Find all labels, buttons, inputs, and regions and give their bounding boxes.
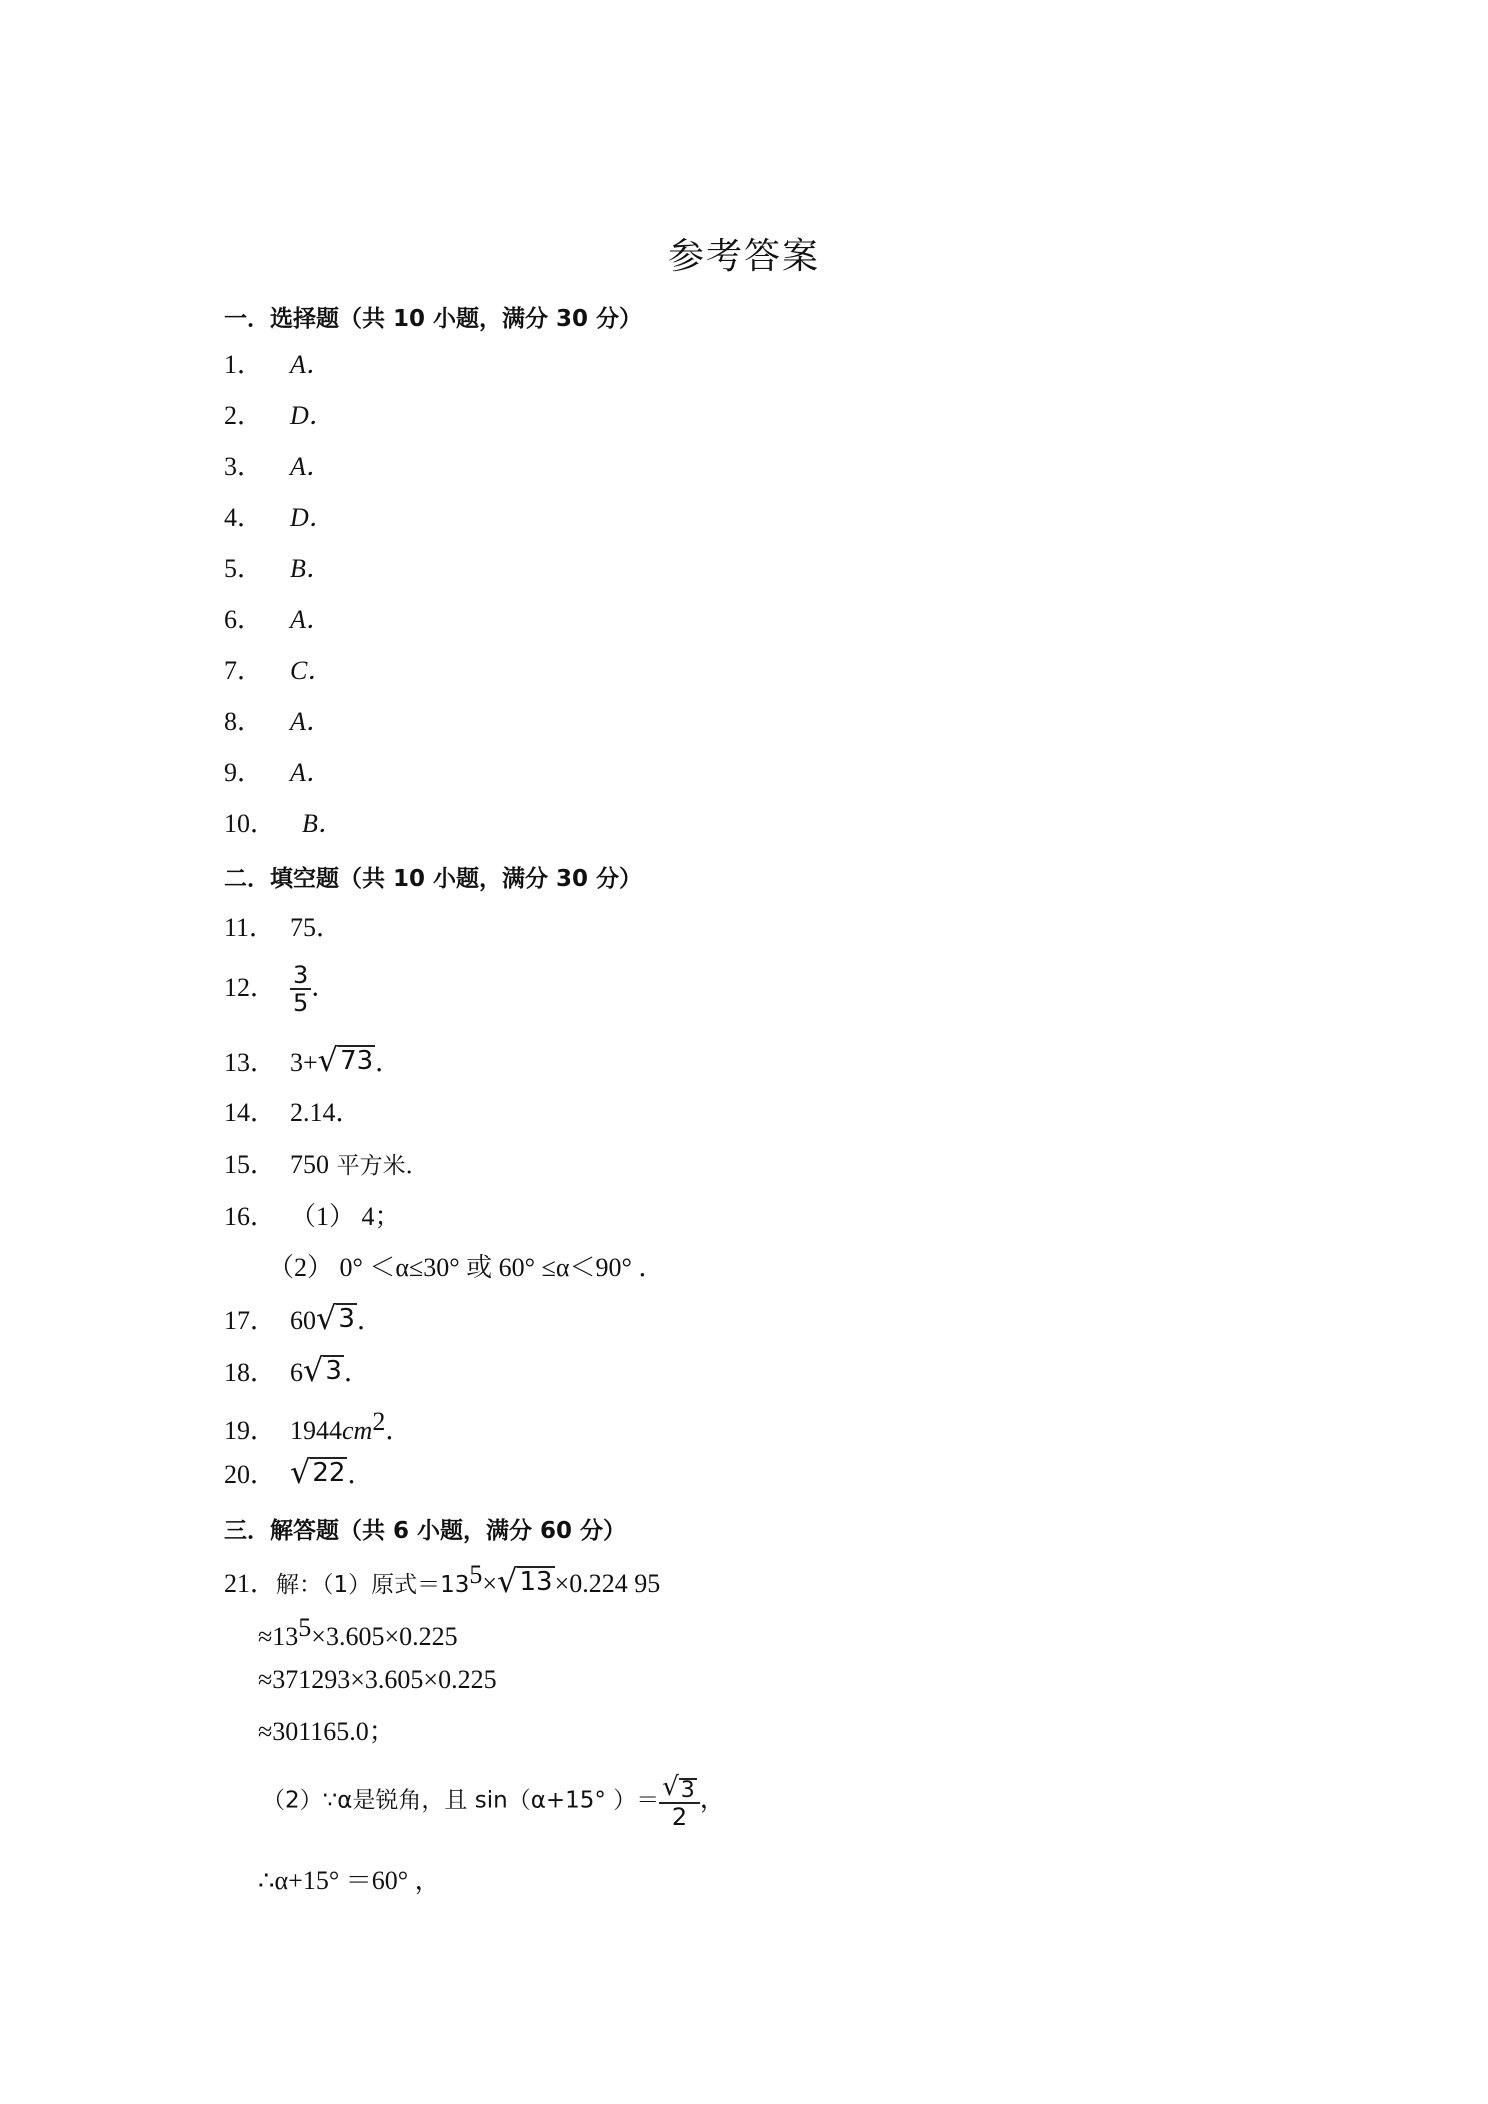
solution-21-line-5: [262, 1772, 726, 1830]
question-number: 2．: [224, 401, 264, 430]
solution-21-line-4: [258, 1717, 395, 1747]
fraction-denominator: 5: [293, 989, 309, 1017]
answer-value: 2.14．: [290, 1098, 362, 1127]
exponent: 5: [469, 1560, 483, 1589]
answer-unit: 平方米．: [336, 1153, 429, 1179]
solution-text: ≈371293×3.605×0.225: [258, 1665, 497, 1694]
answer-unit: cm: [342, 1416, 373, 1445]
choice-answer-row: [224, 656, 333, 686]
exponent: 5: [298, 1613, 312, 1642]
question-number: 8．: [224, 707, 264, 736]
question-number: 9．: [224, 758, 264, 787]
radical-sign-icon: √: [303, 1351, 324, 1389]
square-root: [290, 1453, 347, 1491]
solution-21-line-6: [258, 1866, 441, 1896]
fraction-numerator: [659, 1772, 700, 1804]
fraction: [659, 1772, 700, 1830]
fraction: [290, 962, 311, 1016]
answer-part-1: （1） 4；: [290, 1202, 401, 1231]
radical-sign-icon: √: [317, 1041, 339, 1079]
choice-letter: C．: [290, 656, 334, 685]
solution-text: （2）∵α是锐角，且 sin（α+15° ）＝: [262, 1787, 660, 1814]
answer-prefix: 3+: [290, 1048, 318, 1077]
question-number: 21．: [224, 1569, 277, 1598]
square-root: [316, 1299, 357, 1337]
question-number: 20．: [224, 1460, 277, 1489]
solution-text: ≈13: [258, 1622, 299, 1651]
unit-exponent: 2: [372, 1407, 386, 1436]
radicand: 3: [680, 1778, 695, 1803]
answer-row-11: [224, 913, 342, 943]
choice-answer-row: [224, 554, 332, 584]
radical-sign-icon: √: [662, 1772, 679, 1802]
question-number: 5．: [224, 554, 264, 583]
solution-text: ∴α+15° ＝60° ，: [258, 1866, 441, 1895]
solution-21-line-1: [224, 1560, 660, 1600]
answer-prefix: 6: [290, 1358, 303, 1387]
radical-sign-icon: √: [497, 1562, 518, 1600]
solution-text: ×0.224 95: [554, 1569, 661, 1598]
answer-period: ．: [356, 1306, 383, 1335]
square-root: [303, 1351, 344, 1389]
question-number: 3．: [224, 452, 264, 481]
section-heading-solution: 三．解答题（共 6 小题，满分 60 分）: [224, 1518, 627, 1544]
answer-row-19: [224, 1407, 411, 1446]
choice-letter: A．: [290, 452, 332, 481]
choice-answer-row: [224, 503, 335, 533]
square-root: [497, 1562, 554, 1600]
radicand: 3: [325, 1356, 342, 1386]
question-number: 13．: [224, 1048, 277, 1077]
answer-row-14: [224, 1098, 362, 1128]
choice-answer-row: [224, 452, 332, 482]
page-title: 参考答案: [667, 236, 820, 277]
answer-row-17: [224, 1299, 383, 1337]
solution-21-line-2: [258, 1613, 458, 1652]
answer-period: ．: [347, 1460, 374, 1489]
answer-period: ．: [375, 1048, 402, 1077]
fraction-numerator: 3: [290, 962, 311, 990]
answer-row-16: [224, 1202, 401, 1232]
question-number: 15．: [224, 1150, 277, 1179]
question-number: 14．: [224, 1098, 277, 1127]
question-number: 12．: [224, 972, 277, 1002]
solution-text: 解：（1）原式＝13: [276, 1572, 470, 1598]
question-number: 7．: [224, 656, 264, 685]
choice-letter: A．: [290, 350, 332, 379]
choice-letter: B．: [302, 809, 344, 838]
choice-letter: A．: [290, 605, 332, 634]
answer-row-18: [224, 1351, 370, 1389]
solution-text: ，: [699, 1784, 726, 1814]
solution-21-line-3: [258, 1665, 497, 1695]
radicand: 22: [312, 1458, 346, 1488]
question-number: 1．: [224, 350, 264, 379]
answer-value: 750: [290, 1150, 329, 1179]
question-number: 17．: [224, 1306, 277, 1335]
choice-letter: D．: [290, 401, 335, 430]
question-number: 16．: [224, 1202, 277, 1231]
choice-letter: A．: [290, 707, 332, 736]
choice-answer-row: [224, 809, 344, 839]
radical-sign-icon: √: [290, 1453, 311, 1491]
section-heading-choice: 一．选择题（共 10 小题，满分 30 分）: [224, 306, 643, 332]
fraction-denominator: 2: [671, 1803, 688, 1831]
choice-answer-row: [224, 350, 332, 380]
answer-row-12: [224, 962, 337, 1016]
square-root: [317, 1041, 375, 1079]
choice-answer-row: [224, 401, 335, 431]
section-heading-fill: 二．填空题（共 10 小题，满分 30 分）: [224, 866, 643, 892]
times-sign: ×: [482, 1569, 498, 1598]
choice-letter: D．: [290, 503, 335, 532]
answer-prefix: 60: [290, 1306, 316, 1335]
question-number: 19．: [224, 1416, 277, 1445]
radicand: 3: [338, 1304, 355, 1334]
answer-period: ．: [385, 1416, 412, 1445]
answer-row-13: [224, 1041, 402, 1079]
question-number: 4．: [224, 503, 264, 532]
choice-answer-row: [224, 758, 332, 788]
answer-row-15: [224, 1150, 429, 1181]
answer-period: ．: [343, 1358, 370, 1387]
radicand: 13: [519, 1567, 553, 1597]
radical-sign-icon: √: [316, 1299, 337, 1337]
question-number: 18．: [224, 1358, 277, 1387]
question-number: 11．: [224, 913, 276, 942]
solution-text: ≈301165.0；: [258, 1717, 395, 1746]
answer-row-20: [224, 1453, 374, 1491]
answer-period: ．: [311, 972, 338, 1002]
answer-value: 75．: [290, 913, 343, 942]
question-number: 10．: [224, 809, 277, 838]
question-number: 6．: [224, 605, 264, 634]
answer-value: 1944: [290, 1416, 342, 1445]
choice-answer-row: [224, 707, 332, 737]
choice-letter: A．: [290, 758, 332, 787]
answer-part-2: （2） 0° ＜α≤30° 或 60° ≤α＜90° ．: [268, 1253, 665, 1282]
solution-text: ×3.605×0.225: [311, 1622, 458, 1651]
choice-answer-row: [224, 605, 332, 635]
answer-row-16-part-2: [268, 1253, 664, 1283]
choice-letter: B．: [290, 554, 332, 583]
radicand: 73: [340, 1046, 374, 1076]
